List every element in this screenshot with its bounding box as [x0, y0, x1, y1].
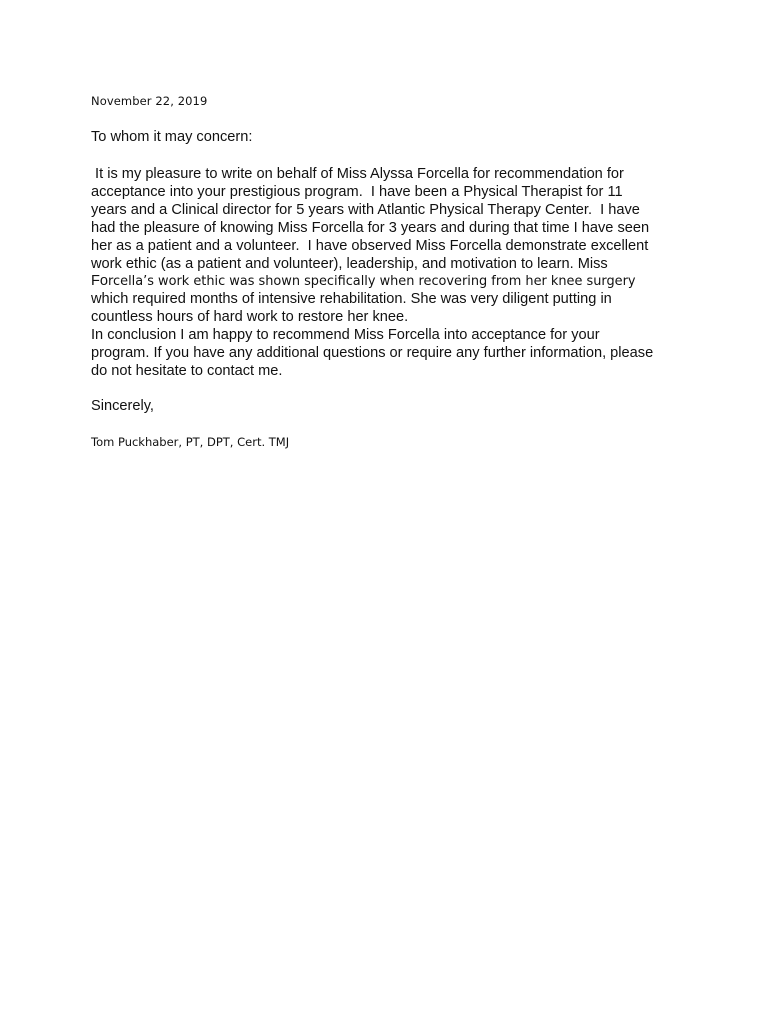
- body-line: program. If you have any additional questions or require any further information, please: [91, 345, 654, 362]
- body-line-mixed-font: [91, 273, 691, 291]
- body-line: years and a Clinical director for 5 years with Atlantic Physical Therapy Center. I have: [91, 201, 640, 218]
- letter-signature: Tom Puckhaber, PT, DPT, Cert. TMJ: [91, 435, 290, 449]
- body-line: It is my pleasure to write on behalf of Miss Alyssa Forcella for recommendation for: [91, 166, 624, 182]
- body-line-rest: rcella’s work ethic was shown specifically when recovering from her knee surgery: [108, 274, 636, 290]
- body-line-start: Fo: [91, 273, 109, 290]
- body-line: her as a patient and a volunteer. I have observed Miss Forcella demonstrate excellent: [91, 237, 649, 254]
- body-line: countless hours of hard work to restore her knee.: [91, 309, 409, 326]
- body-line: do not hesitate to contact me.: [91, 362, 283, 379]
- body-line: had the pleasure of knowing Miss Forcella for 3 years and during that time I have seen: [91, 219, 650, 236]
- body-line: which required months of intensive rehabilitation. She was very diligent putting in: [91, 291, 612, 308]
- letter-closing: Sincerely,: [91, 398, 154, 414]
- body-line: acceptance into your prestigious program. I have been a Physical Therapist for 11: [91, 183, 623, 200]
- letter-salutation: To whom it may concern:: [91, 129, 253, 145]
- body-line: In conclusion I am happy to recommend Miss Forcella into acceptance for your: [91, 327, 600, 344]
- letter-body: [91, 166, 691, 381]
- body-line: work ethic (as a patient and volunteer), leadership, and motivation to learn. Miss: [91, 255, 608, 272]
- letter-date: November 22, 2019: [91, 94, 208, 108]
